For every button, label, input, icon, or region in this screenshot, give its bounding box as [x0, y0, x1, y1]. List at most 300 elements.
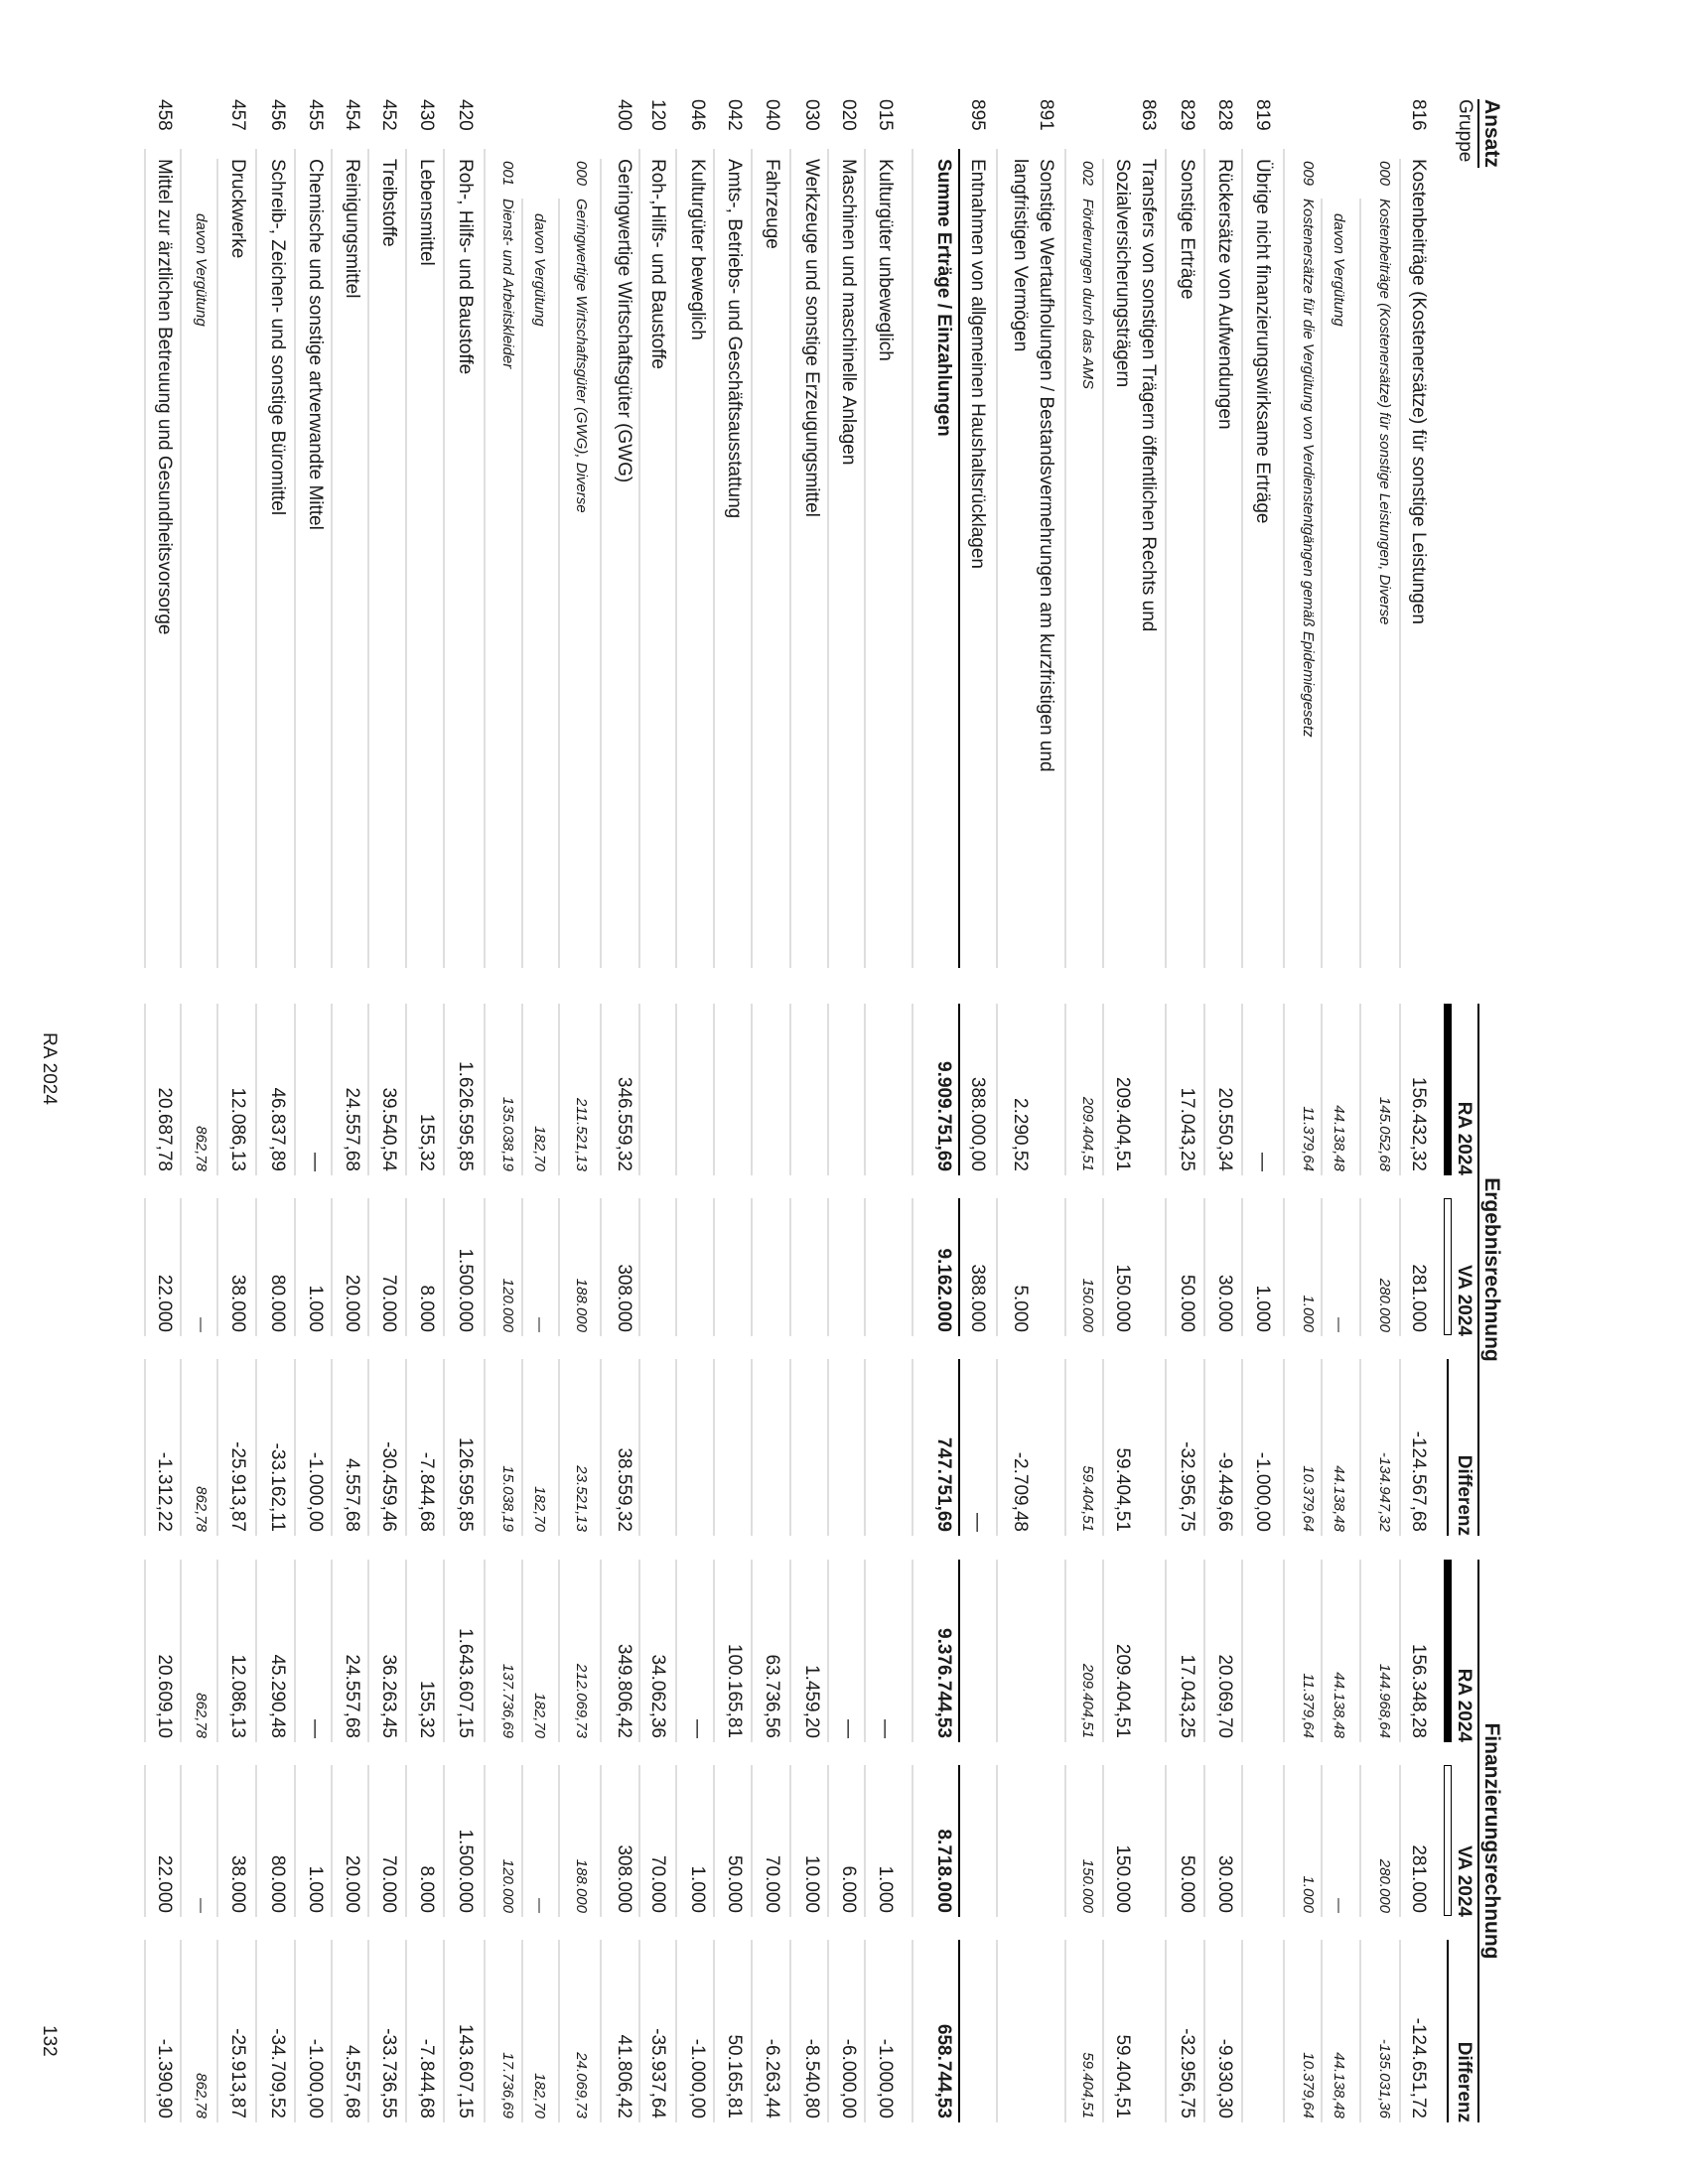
- row-divider: [1321, 1765, 1323, 1917]
- row-divider: [1064, 1198, 1066, 1336]
- row-divider: [443, 1359, 445, 1536]
- row-divider: [558, 1004, 560, 1175]
- row-divider: [558, 199, 560, 968]
- row-divider: [1359, 1765, 1361, 1917]
- value-cell: 145.052,68: [1376, 1096, 1393, 1171]
- value-cell: 44.138,48: [1331, 2052, 1347, 2118]
- row-divider: [1321, 1359, 1323, 1536]
- value-cell: 50.000: [724, 1854, 746, 1913]
- value-cell: 44.138,48: [1331, 1672, 1347, 1738]
- row-label: Dienst- und Arbeitskleider: [499, 199, 516, 369]
- value-cell: 137.736,69: [499, 1663, 516, 1738]
- value-cell: 10.379,64: [1300, 2052, 1317, 2118]
- ergebnis-divider: [1477, 1004, 1479, 1536]
- row-divider: [600, 159, 602, 968]
- row-divider: [713, 1560, 715, 1742]
- row-divider: [600, 1198, 602, 1336]
- row-divider: [827, 1765, 829, 1917]
- value-cell: 188.000: [573, 1858, 590, 1913]
- row-divider: [600, 1940, 602, 2122]
- row-divider: [1321, 1940, 1323, 2122]
- row-label: Reinigungsmittel: [342, 159, 362, 299]
- row-divider: [864, 1765, 866, 1917]
- row-label: Maschinen und maschinelle Anlagen: [838, 159, 859, 466]
- value-cell: 4.557,68: [342, 1458, 363, 1532]
- row-divider: [443, 149, 445, 968]
- row-divider: [331, 1940, 333, 2122]
- value-cell: 10.000: [801, 1854, 823, 1913]
- value-cell: 1.000: [305, 1865, 327, 1913]
- value-cell: 1.000: [1300, 1295, 1317, 1332]
- row-divider: [144, 1940, 146, 2122]
- row-divider: [1241, 1560, 1243, 1742]
- row-divider: [1165, 1765, 1167, 1917]
- value-cell: 4.557,68: [342, 2045, 363, 2118]
- row-divider: [294, 149, 296, 968]
- value-cell: 8.718.000: [933, 1829, 955, 1913]
- value-cell: -25.913,87: [227, 1441, 249, 1532]
- row-divider: [1321, 199, 1323, 968]
- row-label: Sozialversicherungsträgern: [1112, 159, 1133, 388]
- ansatz-heading: Ansatz: [1477, 99, 1503, 168]
- row-code: 829: [1177, 99, 1198, 131]
- row-divider: [675, 149, 677, 968]
- row-divider: [675, 1198, 677, 1336]
- row-divider: [912, 1359, 913, 1536]
- row-divider: [600, 1359, 602, 1536]
- row-divider: [521, 199, 523, 968]
- value-cell: 59.404,51: [1112, 2034, 1134, 2118]
- value-cell: -7.844,68: [416, 2038, 438, 2118]
- row-divider: [1165, 1560, 1167, 1742]
- row-divider: [144, 1359, 146, 1536]
- row-divider: [827, 1940, 829, 2122]
- value-cell: 182,70: [531, 1486, 548, 1532]
- row-code: 819: [1252, 99, 1274, 131]
- row-divider: [1399, 1560, 1401, 1742]
- row-divider: [751, 1765, 753, 1917]
- row-label: Kostenbeiträge (Kostenersätze) für sonstige Leistungen: [1408, 159, 1429, 624]
- value-cell: 10.379,64: [1300, 1465, 1317, 1532]
- row-divider: [1064, 1940, 1066, 2122]
- row-divider: [958, 1560, 960, 1742]
- value-cell: 20.609,10: [154, 1654, 176, 1738]
- row-divider: [1102, 1940, 1104, 2122]
- row-divider: [996, 149, 998, 968]
- value-cell: 17.736,69: [499, 2052, 516, 2118]
- row-divider: [484, 1198, 486, 1336]
- value-cell: 5.000: [1010, 1285, 1032, 1332]
- row-code: 040: [762, 99, 783, 131]
- row-divider: [864, 1940, 866, 2122]
- row-divider: [1399, 1940, 1401, 2122]
- row-divider: [600, 1560, 602, 1742]
- row-divider: [405, 1004, 407, 1175]
- row-divider: [443, 1004, 445, 1175]
- row-label: Treibstoffe: [378, 159, 399, 247]
- value-cell: 280.000: [1376, 1278, 1393, 1332]
- row-label: Rückersätze von Aufwendungen: [1214, 159, 1235, 430]
- value-cell: 1.500.000: [455, 1248, 477, 1332]
- value-cell: 349.806,42: [614, 1643, 635, 1738]
- row-label: Mittel zur ärztlichen Betreuung und Gesundheitsvorsorge: [154, 159, 175, 635]
- row-code: 015: [875, 99, 897, 131]
- value-cell: -35.937,64: [647, 2028, 669, 2118]
- column-legend-marker: [1444, 1560, 1452, 1742]
- row-divider: [1165, 149, 1167, 968]
- row-divider: [751, 1198, 753, 1336]
- row-divider: [484, 1765, 486, 1917]
- value-cell: -6.263,44: [762, 2038, 783, 2118]
- row-divider: [294, 1198, 296, 1336]
- row-code: 430: [416, 99, 438, 131]
- row-label: Förderungen durch das AMS: [1079, 199, 1096, 390]
- value-cell: -8.540,80: [801, 2038, 823, 2118]
- row-divider: [1359, 1940, 1361, 2122]
- row-divider: [1399, 1198, 1401, 1336]
- row-divider: [1241, 149, 1243, 968]
- row-divider: [1203, 1198, 1205, 1336]
- row-divider: [294, 1004, 296, 1175]
- row-divider: [713, 1004, 715, 1175]
- value-cell: 36.263,45: [378, 1654, 400, 1738]
- row-divider: [600, 1004, 602, 1175]
- row-divider: [1165, 1940, 1167, 2122]
- row-divider: [827, 1004, 829, 1175]
- value-cell: 44.138,48: [1331, 1465, 1347, 1532]
- row-divider: [996, 1004, 998, 1175]
- row-divider: [1102, 1359, 1104, 1536]
- row-divider: [405, 1940, 407, 2122]
- row-code: 000: [1376, 161, 1393, 187]
- value-cell: 70.000: [378, 1274, 400, 1332]
- row-label: Sonstige Wertaufholungen / Bestandsvermehrungen am kurzfristigen und: [1036, 159, 1056, 772]
- row-label: Schreib-, Zeichen- und sonstige Büromittel: [267, 159, 288, 516]
- row-divider: [958, 1765, 960, 1917]
- row-divider: [1064, 1004, 1066, 1175]
- row-divider: [558, 1359, 560, 1536]
- row-divider: [405, 1359, 407, 1536]
- value-cell: -1.000,00: [687, 2038, 709, 2118]
- row-divider: [484, 1004, 486, 1175]
- row-divider: [484, 1359, 486, 1536]
- row-divider: [1283, 1560, 1285, 1742]
- value-cell: 308.000: [614, 1844, 635, 1913]
- row-label: Kulturgüter beweglich: [687, 159, 708, 341]
- row-divider: [1283, 1765, 1285, 1917]
- value-cell: 144.968,64: [1376, 1663, 1393, 1738]
- row-divider: [558, 1560, 560, 1742]
- row-divider: [180, 1359, 182, 1536]
- value-cell: —: [193, 1317, 210, 1332]
- value-cell: 24.557,68: [342, 1654, 363, 1738]
- row-divider: [367, 149, 369, 968]
- value-cell: 126.595,85: [455, 1436, 477, 1532]
- row-label: Chemische und sonstige artverwandte Mittel: [305, 159, 326, 530]
- value-cell: 308.000: [614, 1264, 635, 1332]
- value-cell: 1.500.000: [455, 1829, 477, 1913]
- value-cell: 44.138,48: [1331, 1105, 1347, 1171]
- row-divider: [789, 1560, 791, 1742]
- row-divider: [521, 1198, 523, 1336]
- row-divider: [751, 1560, 753, 1742]
- value-cell: 45.290,48: [267, 1654, 289, 1738]
- value-cell: 150.000: [1112, 1844, 1134, 1913]
- row-divider: [827, 1359, 829, 1536]
- row-code: 002: [1079, 161, 1096, 187]
- row-divider: [638, 1004, 640, 1175]
- row-divider: [405, 1198, 407, 1336]
- row-divider: [443, 1940, 445, 2122]
- row-divider: [600, 1765, 602, 1917]
- row-divider: [1064, 1765, 1066, 1917]
- value-cell: -33.162,11: [267, 1442, 289, 1532]
- row-divider: [331, 1765, 333, 1917]
- gruppe-label: Gruppe: [1455, 99, 1475, 163]
- page-number: 132: [39, 2025, 60, 2057]
- row-divider: [675, 1004, 677, 1175]
- row-label: Kulturgüter unbeweglich: [875, 159, 896, 361]
- row-divider: [912, 1004, 913, 1175]
- row-divider: [1321, 1198, 1323, 1336]
- row-divider: [675, 1940, 677, 2122]
- row-divider: [180, 1560, 182, 1742]
- row-divider: [912, 1560, 913, 1742]
- row-divider: [1064, 1560, 1066, 1742]
- row-divider: [713, 1940, 715, 2122]
- row-divider: [1102, 1004, 1104, 1175]
- row-divider: [912, 1940, 913, 2122]
- value-cell: 39.540,54: [378, 1087, 400, 1171]
- row-label: Sonstige Erträge: [1177, 159, 1197, 300]
- value-cell: —: [1252, 1153, 1274, 1171]
- row-label: davon Vergütung: [193, 213, 210, 327]
- row-divider: [180, 1004, 182, 1175]
- row-divider: [144, 1765, 146, 1917]
- row-divider: [827, 149, 829, 968]
- value-cell: 30.000: [1214, 1854, 1236, 1913]
- row-divider: [1241, 1359, 1243, 1536]
- value-cell: 63.736,56: [762, 1654, 783, 1738]
- row-divider: [713, 149, 715, 968]
- value-cell: 150.000: [1079, 1858, 1096, 1913]
- column-legend-marker: [1447, 1940, 1449, 2122]
- value-cell: -2.709,48: [1010, 1451, 1032, 1532]
- row-divider: [751, 149, 753, 968]
- value-cell: 22.000: [154, 1274, 176, 1332]
- row-label: Werkzeuge und sonstige Erzeugungsmittel: [801, 159, 822, 517]
- row-divider: [912, 149, 913, 968]
- value-cell: 80.000: [267, 1854, 289, 1913]
- row-code: 046: [687, 99, 709, 131]
- row-divider: [996, 1359, 998, 1536]
- row-divider: [255, 1004, 257, 1175]
- row-divider: [1359, 1359, 1361, 1536]
- value-cell: 156.348,28: [1408, 1643, 1430, 1738]
- value-cell: 209.404,51: [1112, 1643, 1134, 1738]
- column-header: Differenz: [1454, 2041, 1474, 2122]
- row-divider: [216, 1940, 218, 2122]
- value-cell: 46.837,89: [267, 1087, 289, 1171]
- value-cell: 9.376.744,53: [933, 1628, 955, 1738]
- value-cell: 20.069,70: [1214, 1654, 1236, 1738]
- row-divider: [789, 1198, 791, 1336]
- row-label: Geringwertige Wirtschaftsgüter (GWG): [614, 159, 634, 483]
- row-divider: [294, 1359, 296, 1536]
- value-cell: 8.000: [416, 1865, 438, 1913]
- row-label: Kostenersätze für die Vergütung von Verdienstentgängen gemäß Epidemiegesetz: [1300, 199, 1317, 738]
- row-divider: [558, 1765, 560, 1917]
- value-cell: 188.000: [573, 1278, 590, 1332]
- value-cell: -6.000,00: [838, 2038, 860, 2118]
- row-divider: [996, 1765, 998, 1917]
- value-cell: 346.559,32: [614, 1076, 635, 1171]
- row-divider: [443, 1765, 445, 1917]
- row-divider: [255, 1560, 257, 1742]
- value-cell: 388.000,00: [967, 1076, 989, 1171]
- row-divider: [638, 1198, 640, 1336]
- row-divider: [1102, 1198, 1104, 1336]
- value-cell: -1.000,00: [1252, 1451, 1274, 1532]
- value-cell: -1.000,00: [875, 2038, 897, 2118]
- row-divider: [789, 1940, 791, 2122]
- row-divider: [789, 1765, 791, 1917]
- row-divider: [484, 1940, 486, 2122]
- value-cell: -134.947,32: [1376, 1451, 1393, 1532]
- value-cell: 1.000: [1300, 1875, 1317, 1913]
- row-divider: [751, 1359, 753, 1536]
- row-divider: [1283, 1004, 1285, 1175]
- row-divider: [367, 1004, 369, 1175]
- value-cell: -30.459,46: [378, 1441, 400, 1532]
- row-divider: [144, 1004, 146, 1175]
- row-code: 454: [342, 99, 363, 131]
- value-cell: 8.000: [416, 1285, 438, 1332]
- row-code: 891: [1036, 99, 1057, 131]
- value-cell: —: [305, 1153, 327, 1171]
- row-divider: [331, 1560, 333, 1742]
- row-divider: [144, 149, 146, 968]
- value-cell: 12.086,13: [227, 1087, 249, 1171]
- row-divider: [958, 1004, 960, 1175]
- value-cell: 150.000: [1112, 1264, 1134, 1332]
- value-cell: 120.000: [499, 1858, 516, 1913]
- row-divider: [180, 149, 182, 968]
- value-cell: -1.000,00: [305, 2038, 327, 2118]
- row-divider: [789, 1004, 791, 1175]
- row-label: Entnahmen von allgemeinen Haushaltsrücklagen: [967, 159, 988, 569]
- column-legend-marker: [1444, 1765, 1452, 1916]
- value-cell: 70.000: [647, 1854, 669, 1913]
- row-divider: [996, 1560, 998, 1742]
- value-cell: -1.312,22: [154, 1451, 176, 1532]
- row-divider: [958, 1940, 960, 2122]
- value-cell: -32.956,75: [1177, 1441, 1198, 1532]
- value-cell: -25.913,87: [227, 2028, 249, 2118]
- row-divider: [638, 1560, 640, 1742]
- value-cell: 155,32: [416, 1113, 438, 1171]
- row-divider: [1102, 1560, 1104, 1742]
- row-divider: [180, 1765, 182, 1917]
- row-code: 000: [573, 161, 590, 187]
- value-cell: 38.000: [227, 1854, 249, 1913]
- row-divider: [144, 1198, 146, 1336]
- row-divider: [521, 1560, 523, 1742]
- value-cell: 22.000: [154, 1854, 176, 1913]
- value-cell: 182,70: [531, 1126, 548, 1171]
- value-cell: 862,78: [193, 2073, 210, 2118]
- row-code: 420: [455, 99, 477, 131]
- row-divider: [638, 1765, 640, 1917]
- row-divider: [1359, 1560, 1361, 1742]
- value-cell: 38.559,32: [614, 1447, 635, 1532]
- row-divider: [255, 1940, 257, 2122]
- row-divider: [1321, 1004, 1323, 1175]
- column-header: RA 2024: [1454, 1101, 1474, 1175]
- row-label: Summe Erträge / Einzahlungen: [933, 159, 954, 437]
- row-divider: [1399, 159, 1401, 968]
- value-cell: 1.643.607,15: [455, 1628, 477, 1738]
- value-cell: 281.000: [1408, 1844, 1430, 1913]
- row-label: davon Vergütung: [1331, 213, 1347, 327]
- row-divider: [1203, 1004, 1205, 1175]
- row-divider: [713, 1198, 715, 1336]
- row-divider: [1283, 1940, 1285, 2122]
- value-cell: 70.000: [378, 1854, 400, 1913]
- row-divider: [1203, 1940, 1205, 2122]
- value-cell: 80.000: [267, 1274, 289, 1332]
- row-divider: [367, 1198, 369, 1336]
- row-divider: [912, 1198, 913, 1336]
- value-cell: 17.043,25: [1177, 1654, 1198, 1738]
- row-divider: [294, 1765, 296, 1917]
- row-divider: [751, 1940, 753, 2122]
- row-divider: [789, 149, 791, 968]
- value-cell: —: [531, 1317, 548, 1332]
- value-cell: —: [1331, 1898, 1347, 1913]
- row-divider: [713, 1765, 715, 1917]
- row-divider: [751, 1004, 753, 1175]
- row-code: 455: [305, 99, 327, 131]
- row-divider: [638, 1940, 640, 2122]
- row-divider: [864, 149, 866, 968]
- row-divider: [1241, 1004, 1243, 1175]
- row-label: Fahrzeuge: [762, 159, 782, 249]
- value-cell: —: [967, 1513, 989, 1532]
- value-cell: 211.521,13: [573, 1098, 590, 1171]
- value-cell: 388.000: [967, 1264, 989, 1332]
- column-legend-marker: [1444, 1004, 1452, 1175]
- row-divider: [1241, 1940, 1243, 2122]
- row-divider: [180, 1198, 182, 1336]
- row-label: Übrige nicht finanzierungswirksame Erträge: [1252, 159, 1273, 524]
- value-cell: —: [875, 1719, 897, 1738]
- row-code: 816: [1408, 99, 1430, 131]
- value-cell: —: [838, 1719, 860, 1738]
- row-divider: [1399, 1359, 1401, 1536]
- row-divider: [255, 1765, 257, 1917]
- row-divider: [638, 1359, 640, 1536]
- row-divider: [1102, 1765, 1104, 1917]
- row-divider: [405, 1560, 407, 1742]
- value-cell: 59.404,51: [1079, 2052, 1096, 2118]
- column-legend-marker: [1447, 1359, 1449, 1536]
- row-divider: [484, 149, 486, 968]
- value-cell: 11.379,64: [1300, 1106, 1317, 1171]
- row-code: 457: [227, 99, 249, 131]
- row-divider: [996, 1198, 998, 1336]
- value-cell: —: [1331, 1317, 1347, 1332]
